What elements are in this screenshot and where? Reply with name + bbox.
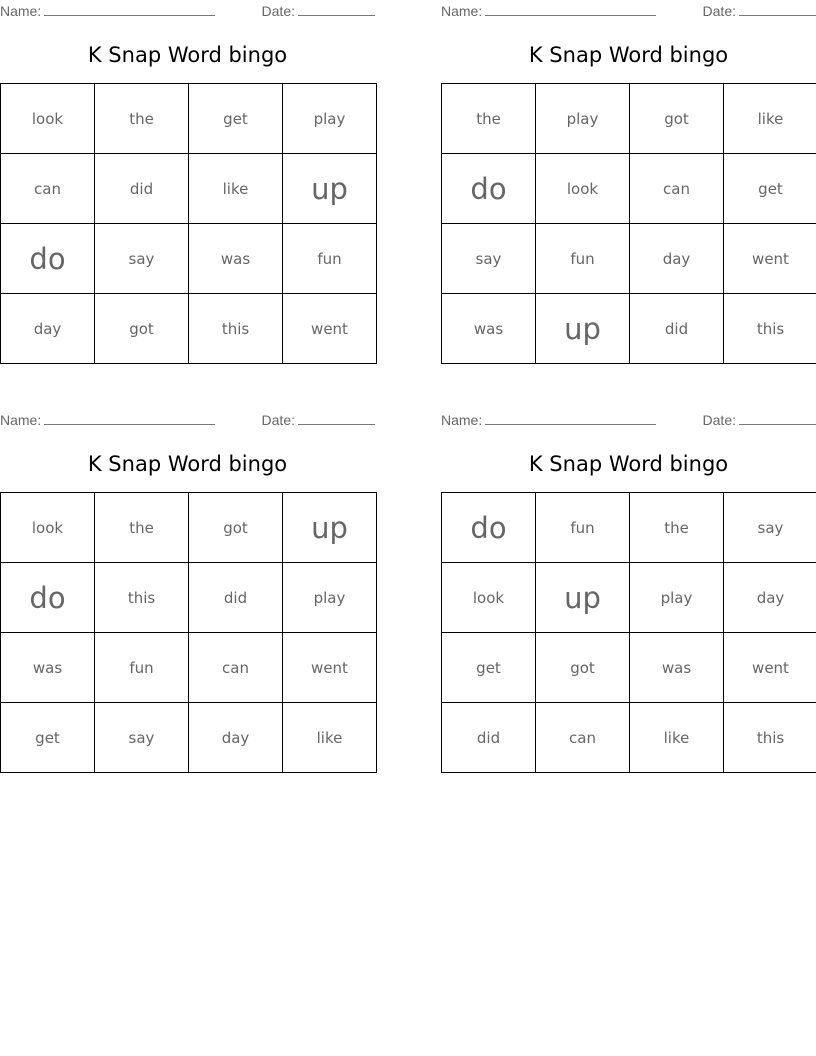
date-blank [298,412,375,425]
bingo-row [1,563,377,633]
date-blank [298,3,375,16]
bingo-row [1,493,377,563]
bingo-row [1,703,377,773]
date-blank [739,3,816,16]
bingo-cell: this [189,294,283,364]
bingo-grid [0,83,377,364]
date-label: Date: [702,3,736,19]
name-label: Name: [0,412,42,428]
date-field [262,412,375,428]
bingo-cell: got [630,84,724,154]
bingo-cell: can [536,703,630,773]
bingo-cell: went [724,224,816,294]
name-label: Name: [441,412,483,428]
bingo-cell: day [189,703,283,773]
bingo-card [0,409,375,774]
bingo-cell: like [189,154,283,224]
bingo-cell: fun [283,224,377,294]
name-blank [485,412,656,425]
bingo-cell: say [442,224,536,294]
name-field [0,3,215,19]
bingo-cell: say [95,703,189,773]
bingo-row [1,154,377,224]
bingo-card [0,0,375,365]
bingo-cell: get [1,703,95,773]
bingo-cell: fun [536,493,630,563]
bingo-cell: the [630,493,724,563]
bingo-cell: was [442,294,536,364]
date-field [262,3,375,19]
bingo-cell: got [95,294,189,364]
bingo-cell: play [536,84,630,154]
bingo-cell: was [189,224,283,294]
date-label: Date: [261,412,295,428]
bingo-row [442,563,816,633]
bingo-cell: the [442,84,536,154]
bingo-cell: do [442,493,536,563]
bingo-cell: was [630,633,724,703]
bingo-row [442,224,816,294]
card-title: K Snap Word bingo [528,43,729,67]
bingo-cell: like [283,703,377,773]
bingo-card [441,0,816,365]
bingo-cell: like [630,703,724,773]
bingo-cell: can [1,154,95,224]
bingo-row [1,224,377,294]
bingo-card [441,409,816,774]
bingo-cell: get [189,84,283,154]
bingo-cell: got [189,493,283,563]
bingo-cell: was [1,633,95,703]
name-blank [44,3,215,16]
name-field [441,412,656,428]
bingo-cell: play [630,563,724,633]
bingo-cell: fun [95,633,189,703]
date-label: Date: [702,412,736,428]
bingo-row [442,154,816,224]
bingo-cell: like [724,84,816,154]
bingo-cell: get [442,633,536,703]
bingo-cell: day [1,294,95,364]
bingo-cell: up [283,493,377,563]
name-field [0,412,215,428]
bingo-cell: got [536,633,630,703]
bingo-cell: went [283,294,377,364]
bingo-row [442,703,816,773]
name-label: Name: [0,3,42,19]
bingo-cell: the [95,493,189,563]
bingo-cell: this [724,703,816,773]
name-label: Name: [441,3,483,19]
bingo-cell: this [724,294,816,364]
bingo-row [442,633,816,703]
bingo-cell: did [630,294,724,364]
bingo-cell: did [95,154,189,224]
bingo-cell: play [283,84,377,154]
bingo-cell: do [442,154,536,224]
bingo-cell: this [95,563,189,633]
bingo-grid [441,492,816,773]
bingo-grid [441,83,816,364]
date-label: Date: [261,3,295,19]
bingo-cell: say [724,493,816,563]
bingo-cell: can [630,154,724,224]
bingo-cell: say [95,224,189,294]
bingo-cell: do [1,563,95,633]
bingo-row [442,493,816,563]
bingo-cell: the [95,84,189,154]
card-title: K Snap Word bingo [528,452,729,476]
bingo-cell: went [724,633,816,703]
bingo-row [442,84,816,154]
bingo-grid [0,492,377,773]
card-title: K Snap Word bingo [87,452,288,476]
date-blank [739,412,816,425]
bingo-cell: up [283,154,377,224]
bingo-cell: can [189,633,283,703]
name-blank [44,412,215,425]
bingo-row [1,84,377,154]
date-field [703,3,816,19]
bingo-cell: up [536,563,630,633]
bingo-cell: went [283,633,377,703]
bingo-cell: look [1,84,95,154]
bingo-cell: look [1,493,95,563]
bingo-cell: up [536,294,630,364]
name-blank [485,3,656,16]
bingo-cell: day [630,224,724,294]
date-field [703,412,816,428]
bingo-cell: day [724,563,816,633]
bingo-row [1,633,377,703]
bingo-cell: look [536,154,630,224]
name-field [441,3,656,19]
bingo-cell: play [283,563,377,633]
bingo-cell: did [189,563,283,633]
bingo-cell: did [442,703,536,773]
bingo-cell: get [724,154,816,224]
bingo-cell: fun [536,224,630,294]
card-title: K Snap Word bingo [87,43,288,67]
bingo-row [442,294,816,364]
bingo-row [1,294,377,364]
bingo-cell: look [442,563,536,633]
bingo-cell: do [1,224,95,294]
